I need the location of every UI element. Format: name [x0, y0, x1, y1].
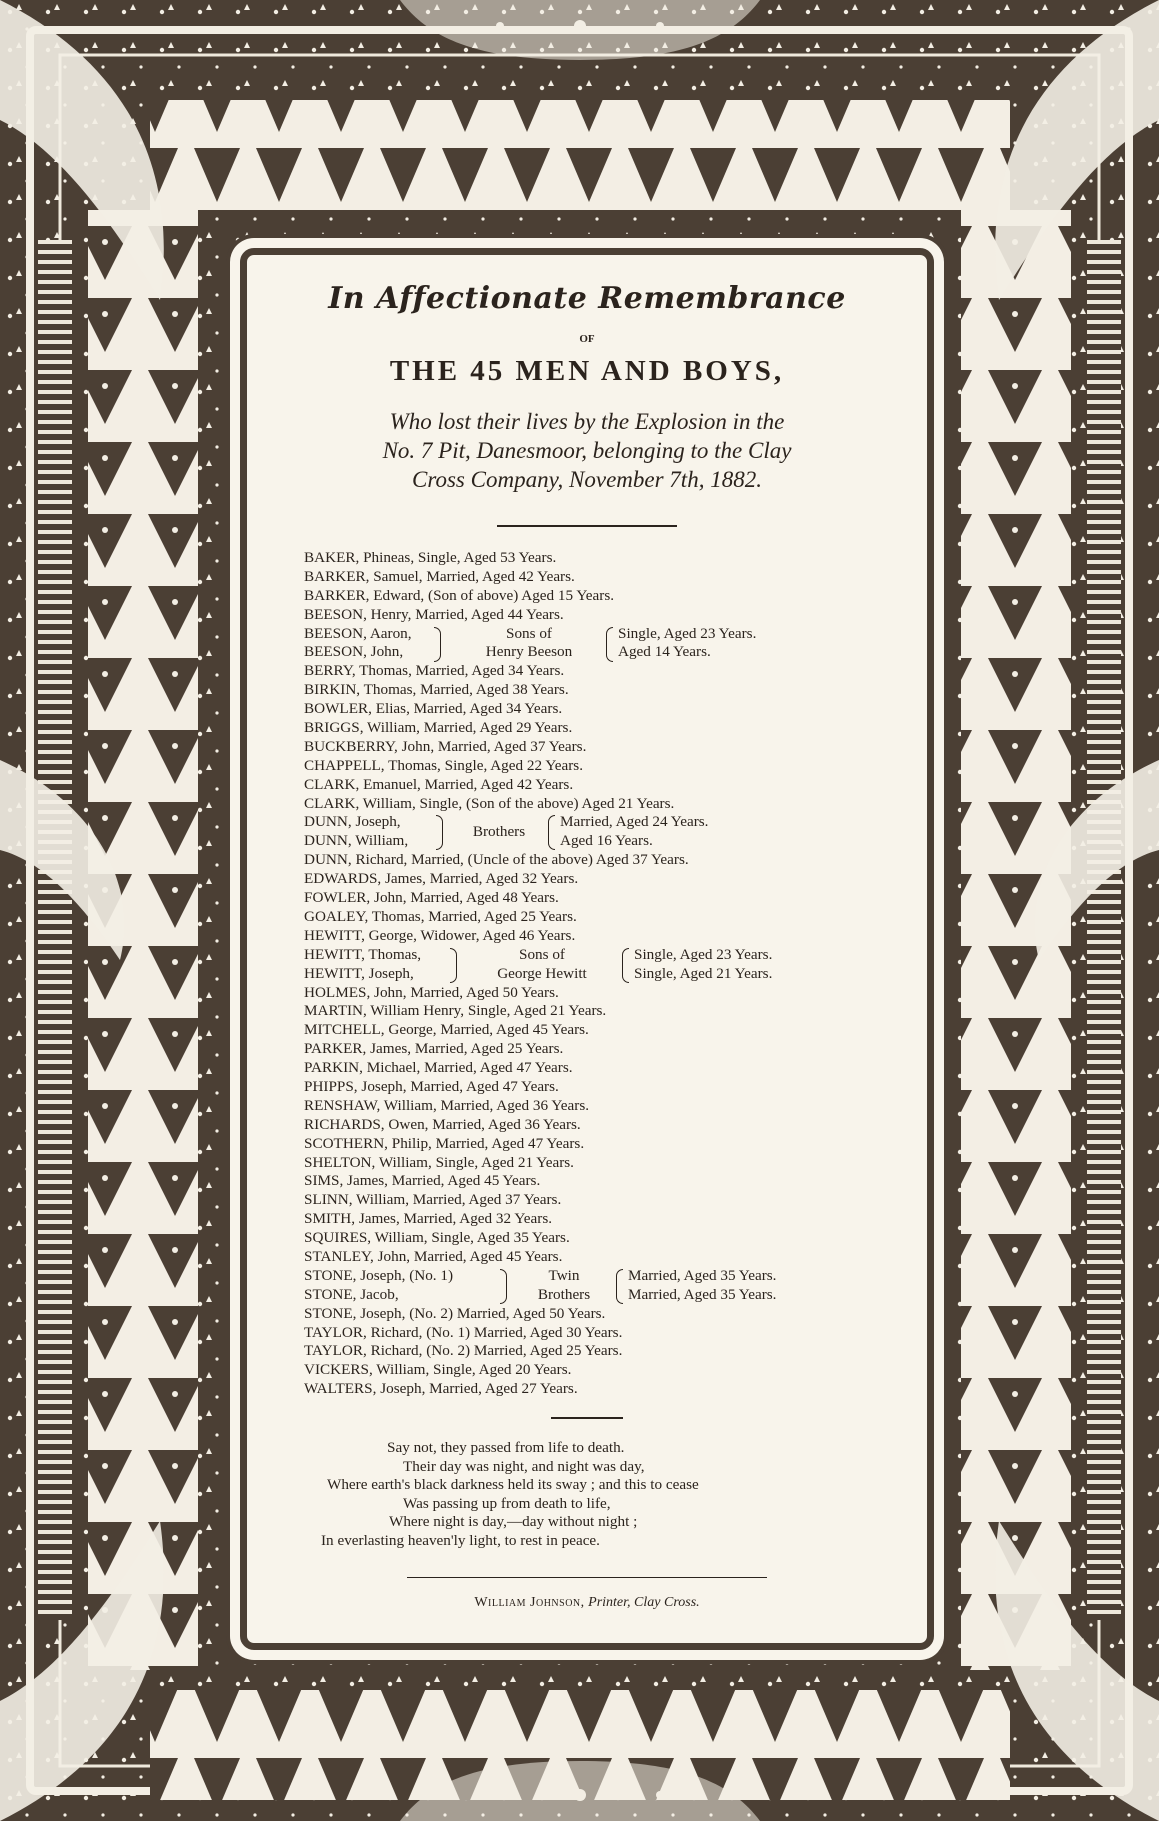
victim-row: BEESON, Aaron, [304, 624, 412, 642]
victim-row: BOWLER, Elias, Married, Aged 34 Years. [304, 700, 563, 718]
victim-pair-beeson [304, 625, 904, 663]
relation-label: Brothers [537, 1285, 591, 1303]
victim-row: HEWITT, Joseph, [304, 964, 414, 982]
victim-row: STONE, Joseph, (No. 1) [304, 1266, 454, 1284]
victim-row: BAKER, Phineas, Single, Aged 53 Years. [304, 549, 557, 566]
victim-detail: Single, Aged 23 Years. [634, 945, 773, 963]
victim-row: MARTIN, William Henry, Single, Aged 21 Years. [304, 1002, 607, 1020]
victim-row: CLARK, William, Single, (Son of the above) Aged 21 Years. [304, 794, 675, 812]
poem-line: Was passing up from death to life, [403, 1494, 611, 1512]
printer-place: Printer, Clay Cross. [588, 1595, 700, 1610]
victim-row: BARKER, Edward, (Son of above) Aged 15 Years. [304, 586, 615, 604]
relation-label: Sons of [506, 624, 552, 642]
victim-row: SHELTON, William, Single, Aged 21 Years. [304, 1153, 574, 1171]
divider-rule [551, 1417, 623, 1419]
bracket [450, 948, 457, 983]
victim-detail: Single, Aged 21 Years. [634, 964, 773, 982]
victim-row: HEWITT, Thomas, [304, 945, 422, 963]
victim-row: TAYLOR, Richard, (No. 1) Married, Aged 30 Years. [304, 1323, 623, 1341]
victim-detail: Aged 14 Years. [618, 643, 711, 661]
relation-label: Brothers [472, 822, 526, 840]
victim-row: CHAPPELL, Thomas, Single, Aged 22 Years. [304, 756, 584, 774]
victim-row: PARKER, James, Married, Aged 25 Years. [304, 1040, 564, 1058]
victim-row: CLARK, Emanuel, Married, Aged 42 Years. [304, 775, 574, 793]
victim-row: SIMS, James, Married, Aged 45 Years. [304, 1172, 541, 1190]
poem-line: Say not, they passed from life to death. [387, 1439, 625, 1456]
victim-row: SLINN, William, Married, Aged 37 Years. [304, 1191, 562, 1209]
subtitle [287, 407, 887, 494]
relation-label: George Hewitt [497, 964, 587, 982]
victim-row: BUCKBERRY, John, Married, Aged 37 Years. [304, 737, 587, 755]
victim-row: BRIGGS, William, Married, Aged 29 Years. [304, 719, 573, 737]
bracket [500, 1269, 507, 1304]
bracket [616, 1269, 623, 1304]
relation-label: Twin [548, 1266, 580, 1284]
victim-row: VICKERS, William, Single, Aged 20 Years. [304, 1361, 572, 1379]
relation-label: Henry Beeson [485, 643, 573, 661]
victim-row: TAYLOR, Richard, (No. 2) Married, Aged 25 Years. [304, 1342, 623, 1360]
script-title: In Affectionate Remembrance [328, 281, 846, 316]
victim-row: HEWITT, George, Widower, Aged 46 Years. [304, 926, 576, 944]
victim-pair-hewitt [304, 946, 904, 984]
subtitle-line: Cross Company, November 7th, 1882. [412, 467, 762, 492]
title-of: OF [579, 333, 595, 345]
poem-line: Where earth's black darkness held its sway ; and this to cease [327, 1476, 699, 1494]
victim-row: SMITH, James, Married, Aged 32 Years. [304, 1210, 553, 1228]
victim-pair-dunn [304, 813, 904, 851]
victim-row: BARKER, Samuel, Married, Aged 42 Years. [304, 567, 575, 585]
victim-row: STANLEY, John, Married, Aged 45 Years. [304, 1248, 563, 1265]
victim-detail: Single, Aged 23 Years. [618, 624, 757, 642]
printer-name: William Johnson, [474, 1595, 585, 1610]
victim-row: SQUIRES, William, Single, Aged 35 Years. [304, 1229, 570, 1247]
victim-row: SCOTHERN, Philip, Married, Aged 47 Years. [304, 1134, 585, 1152]
divider-rule [497, 525, 677, 527]
subtitle-line: Who lost their lives by the Explosion in the [389, 409, 785, 434]
victim-row: DUNN, Richard, Married, (Uncle of the above) Aged 37 Years. [304, 851, 689, 869]
victim-detail: Married, Aged 35 Years. [628, 1285, 777, 1303]
victim-detail: Married, Aged 35 Years. [628, 1266, 777, 1284]
poem-line: Their day was night, and night was day, [403, 1457, 645, 1475]
printer-imprint [247, 1595, 927, 1611]
victim-row: BERRY, Thomas, Married, Aged 34 Years. [304, 662, 565, 680]
victim-row: FOWLER, John, Married, Aged 48 Years. [304, 889, 559, 907]
bracket [606, 627, 613, 662]
bracket [436, 815, 443, 850]
victim-row: WALTERS, Joseph, Married, Aged 27 Years. [304, 1380, 578, 1398]
victim-row: HOLMES, John, Married, Aged 50 Years. [304, 983, 559, 1001]
victim-detail: Married, Aged 24 Years. [560, 813, 709, 831]
victim-row: GOALEY, Thomas, Married, Aged 25 Years. [304, 907, 577, 925]
victim-row: BIRKIN, Thomas, Married, Aged 38 Years. [304, 681, 569, 699]
memorial-poem [267, 1439, 907, 1551]
bracket [548, 815, 555, 850]
victim-row: PARKIN, Michael, Married, Aged 47 Years. [304, 1059, 573, 1077]
relation-label: Sons of [519, 945, 565, 963]
victim-row: BEESON, John, [304, 643, 404, 661]
subtitle-line: No. 7 Pit, Danesmoor, belonging to the Clay [382, 438, 792, 463]
victim-row: STONE, Joseph, (No. 2) Married, Aged 50 Years. [304, 1304, 606, 1322]
bracket [434, 627, 441, 662]
victim-row: DUNN, Joseph, [304, 813, 401, 831]
memorial-text-panel [240, 248, 934, 1650]
divider-rule [407, 1577, 767, 1578]
victim-row: PHIPPS, Joseph, Married, Aged 47 Years. [304, 1077, 559, 1095]
poem-line: In everlasting heaven'ly light, to rest in peace. [321, 1531, 600, 1549]
poem-line: Where night is day,—day without night ; [389, 1513, 638, 1531]
victim-row: EDWARDS, James, Married, Aged 32 Years. [304, 870, 579, 888]
roll-of-victims [304, 549, 904, 1399]
victim-row: RENSHAW, William, Married, Aged 36 Years. [304, 1096, 590, 1114]
main-title: THE 45 MEN AND BOYS, [389, 355, 785, 387]
victim-row: STONE, Jacob, [304, 1285, 399, 1303]
victim-row: BEESON, Henry, Married, Aged 44 Years. [304, 605, 564, 623]
victim-detail: Aged 16 Years. [560, 832, 653, 850]
victim-row: DUNN, William, [304, 832, 409, 850]
victim-pair-stone [304, 1267, 904, 1305]
victim-row: MITCHELL, George, Married, Aged 45 Years. [304, 1021, 589, 1039]
bracket [622, 948, 629, 983]
victim-row: RICHARDS, Owen, Married, Aged 36 Years. [304, 1115, 581, 1133]
